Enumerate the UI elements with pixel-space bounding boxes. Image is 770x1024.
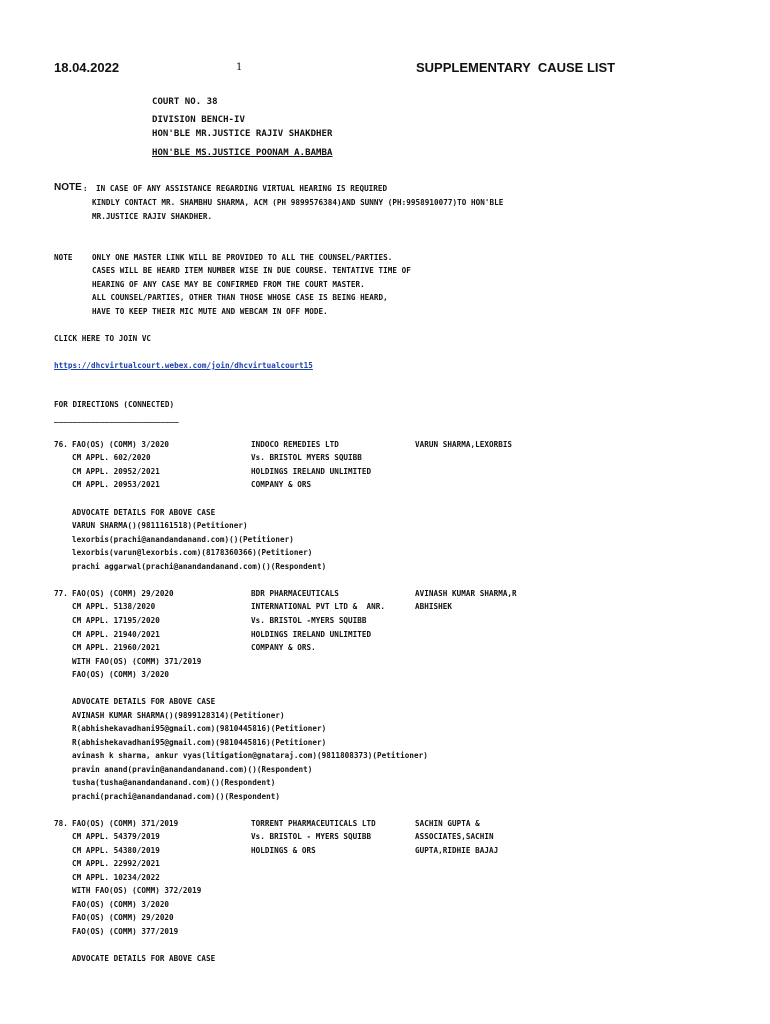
party-line: HOLDINGS IRELAND UNLIMITED (251, 630, 372, 639)
case-line: WITH FAO(OS) (COMM) 372/2019 (72, 886, 202, 895)
note-1-line-1: IN CASE OF ANY ASSISTANCE REGARDING VIRTUAL HEARING IS REQUIRED (96, 184, 388, 193)
case-line: FAO(OS) (COMM) 3/2020 (72, 440, 170, 449)
advocate-line: prachi(prachi@anandandanad.com)()(Respondent) (72, 792, 280, 801)
case-line: CM APPL. 21960/2021 (72, 643, 160, 652)
note-2-line: ALL COUNSEL/PARTIES, OTHER THAN THOSE WHOSE CASE IS BEING HEARD, (92, 293, 388, 302)
case-line: CM APPL. 5138/2020 (72, 602, 156, 611)
case-number: 77. (54, 589, 68, 598)
note-1-label: NOTE (54, 182, 82, 193)
case-line: CM APPL. 20952/2021 (72, 467, 160, 476)
court-number: COURT NO. 38 (152, 97, 218, 107)
note-1-line-2: KINDLY CONTACT MR. SHAMBHU SHARMA, ACM (PH 9899576384)AND SUNNY (PH:9958910077)TO HON'BLE (92, 198, 504, 207)
note-2-line: CASES WILL BE HEARD ITEM NUMBER WISE IN DUE COURSE. TENTATIVE TIME OF (92, 266, 411, 275)
advocate-line: lexorbis(varun@lexorbis.com)(8178360366)(Petitioner) (72, 548, 313, 557)
note-2-line: HAVE TO KEEP THEIR MIC MUTE AND WEBCAM IN OFF MODE. (92, 307, 328, 316)
note-1-separator: : (83, 184, 88, 193)
case-number: 78. (54, 819, 68, 828)
case-line: FAO(OS) (COMM) 377/2019 (72, 927, 179, 936)
party-line: COMPANY & ORS. (251, 643, 316, 652)
case-line: CM APPL. 17195/2020 (72, 616, 160, 625)
party-line: BDR PHARMACEUTICALS (251, 589, 339, 598)
counsel-line: SACHIN GUPTA & (415, 819, 480, 828)
advocate-title: ADVOCATE DETAILS FOR ABOVE CASE (72, 697, 216, 706)
list-date: 18.04.2022 (54, 60, 120, 75)
advocate-line: R(abhishekavadhani95@gmail.com)(9810445816)(Petitioner) (72, 724, 327, 733)
party-line: Vs. BRISTOL MYERS SQUIBB (251, 453, 362, 462)
advocate-title: ADVOCATE DETAILS FOR ABOVE CASE (72, 508, 216, 517)
advocate-title: ADVOCATE DETAILS FOR ABOVE CASE (72, 954, 216, 963)
note-2-line: HEARING OF ANY CASE MAY BE CONFIRMED FROM THE COURT MASTER. (92, 280, 365, 289)
note-2-line: ONLY ONE MASTER LINK WILL BE PROVIDED TO ALL THE COUNSEL/PARTIES. (92, 253, 393, 262)
party-line: Vs. BRISTOL - MYERS SQUIBB (251, 832, 372, 841)
bench-name: DIVISION BENCH-IV (152, 115, 245, 125)
case-line: CM APPL. 54379/2019 (72, 832, 160, 841)
advocate-line: prachi aggarwal(prachi@anandandanand.com)()(Respondent) (72, 562, 327, 571)
advocate-line: R(abhishekavadhani95@gmail.com)(9810445816)(Petitioner) (72, 738, 327, 747)
advocate-line: lexorbis(prachi@anandandanand.com)()(Petitioner) (72, 535, 294, 544)
party-line: INDOCO REMEDIES LTD (251, 440, 339, 449)
counsel-line: AVINASH KUMAR SHARMA,R (415, 589, 517, 598)
case-line: WITH FAO(OS) (COMM) 371/2019 (72, 657, 202, 666)
party-line: INTERNATIONAL PVT LTD & ANR. (251, 602, 386, 611)
case-line: FAO(OS) (COMM) 29/2020 (72, 913, 174, 922)
case-line: FAO(OS) (COMM) 3/2020 (72, 670, 170, 679)
page-number: 1 (236, 62, 243, 73)
case-line: CM APPL. 54380/2019 (72, 846, 160, 855)
case-line: CM APPL. 22992/2021 (72, 859, 160, 868)
section-title: FOR DIRECTIONS (CONNECTED) (54, 400, 175, 409)
counsel-line: ASSOCIATES,SACHIN (415, 832, 494, 841)
counsel-line: GUPTA,RIDHIE BAJAJ (415, 846, 499, 855)
advocate-line: avinash k sharma, ankur vyas(litigation@gnataraj.com)(9811808373)(Petitioner) (72, 751, 428, 760)
vc-link[interactable]: https://dhcvirtualcourt.webex.com/join/dhcvirtualcourt15 (54, 361, 313, 370)
counsel-line: VARUN SHARMA,LEXORBIS (415, 440, 513, 449)
join-vc-label: CLICK HERE TO JOIN VC (54, 334, 152, 343)
case-line: CM APPL. 21940/2021 (72, 630, 160, 639)
case-line: CM APPL. 20953/2021 (72, 480, 160, 489)
case-line: FAO(OS) (COMM) 371/2019 (72, 819, 179, 828)
note-2-label: NOTE (54, 253, 73, 262)
advocate-line: VARUN SHARMA()(9811161518)(Petitioner) (72, 521, 248, 530)
case-line: CM APPL. 10234/2022 (72, 873, 160, 882)
list-title: SUPPLEMENTARY CAUSE LIST (416, 60, 616, 75)
note-1-line-3: MR.JUSTICE RAJIV SHAKDHER. (92, 212, 213, 221)
party-line: COMPANY & ORS (251, 480, 312, 489)
party-line: TORRENT PHARMACEUTICALS LTD (251, 819, 376, 828)
party-line: Vs. BRISTOL -MYERS SQUIBB (251, 616, 367, 625)
advocate-line: AVINASH KUMAR SHARMA()(9899128314)(Petitioner) (72, 711, 285, 720)
judge-2: HON'BLE MS.JUSTICE POONAM A.BAMBA (152, 148, 333, 158)
section-rule: ___________________________ (54, 414, 179, 423)
case-number: 76. (54, 440, 68, 449)
party-line: HOLDINGS & ORS (251, 846, 316, 855)
advocate-line: pravin anand(pravin@anandandanand.com)()(Respondent) (72, 765, 313, 774)
case-line: CM APPL. 602/2020 (72, 453, 151, 462)
counsel-line: ABHISHEK (415, 602, 452, 611)
advocate-line: tusha(tusha@anandandanand.com)()(Respondent) (72, 778, 276, 787)
case-line: FAO(OS) (COMM) 3/2020 (72, 900, 170, 909)
party-line: HOLDINGS IRELAND UNLIMITED (251, 467, 372, 476)
case-line: FAO(OS) (COMM) 29/2020 (72, 589, 174, 598)
judge-1: HON'BLE MR.JUSTICE RAJIV SHAKDHER (152, 129, 333, 139)
